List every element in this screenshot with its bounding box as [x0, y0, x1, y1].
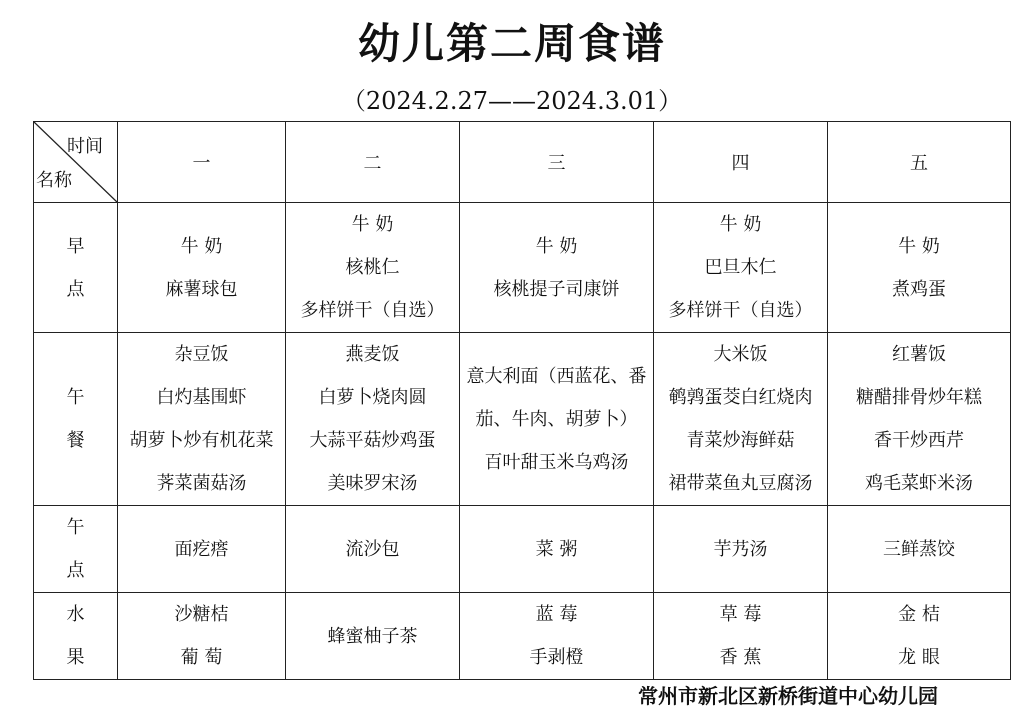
menu-cell — [828, 203, 1011, 333]
menu-cell — [654, 333, 828, 506]
row-label — [34, 203, 118, 333]
dish-item: 草 莓 — [719, 604, 762, 625]
dish-item: 手剥橙 — [529, 647, 584, 668]
day-header-4: 四 — [654, 122, 828, 203]
dish-item: 白灼基围虾 — [156, 387, 247, 408]
dish-item: 香 蕉 — [719, 647, 762, 668]
dish-item: 意大利面（西蓝花、番茄、牛肉、胡萝卜） — [466, 365, 647, 430]
menu-cell — [286, 333, 460, 506]
day-header-5: 五 — [828, 122, 1011, 203]
day-header-2: 二 — [286, 122, 460, 203]
dish-item: 蓝 莓 — [535, 604, 578, 625]
dish-item: 大蒜平菇炒鸡蛋 — [309, 430, 436, 451]
row-label-char: 午 — [66, 517, 85, 538]
row-label-char: 午 — [66, 387, 85, 408]
dish-item: 牛 奶 — [351, 214, 394, 235]
dish-item: 鸡毛菜虾米汤 — [865, 473, 973, 494]
row-label-char: 水 — [66, 604, 85, 625]
row-label — [34, 593, 118, 680]
menu-cell — [654, 506, 828, 593]
dish-item: 牛 奶 — [719, 214, 762, 235]
dish-item: 牛 奶 — [535, 235, 578, 257]
dish-item: 胡萝卜炒有机花菜 — [129, 430, 274, 451]
row-label-char: 点 — [66, 278, 85, 300]
page-title: 幼儿第二周食谱 — [357, 19, 666, 68]
dish-item: 鹌鹑蛋茭白红烧肉 — [668, 387, 813, 408]
menu-cell — [654, 593, 828, 680]
afternoon-snack-row — [34, 506, 1011, 593]
breakfast-row — [34, 203, 1011, 333]
day-header-3: 三 — [460, 122, 654, 203]
dish-item: 蜂蜜柚子茶 — [327, 625, 418, 647]
menu-cell — [460, 506, 654, 593]
menu-cell — [118, 506, 286, 593]
menu-table — [33, 121, 1011, 680]
dish-item: 煮鸡蛋 — [892, 278, 946, 300]
dish-item: 美味罗宋汤 — [327, 473, 418, 494]
dish-item: 百叶甜玉米乌鸡汤 — [484, 451, 629, 473]
menu-cell — [460, 333, 654, 506]
menu-cell — [286, 506, 460, 593]
row-label — [34, 333, 118, 506]
dish-item: 杂豆饭 — [174, 344, 229, 365]
dish-item: 糖醋排骨炒年糕 — [856, 387, 982, 408]
row-label-char: 点 — [66, 560, 85, 581]
dish-item: 巴旦木仁 — [704, 257, 777, 278]
dish-item: 多样饼干（自选） — [300, 300, 445, 321]
header-row — [34, 122, 1011, 203]
dish-item: 芋艿汤 — [713, 538, 768, 560]
menu-cell — [460, 203, 654, 333]
dish-item: 金 桔 — [898, 604, 940, 625]
dish-item: 白萝卜烧肉圆 — [318, 387, 427, 408]
date-range: （2024.2.27——2024.3.01） — [341, 87, 683, 115]
dish-item: 葡 萄 — [180, 647, 223, 668]
menu-cell — [460, 593, 654, 680]
dish-item: 香干炒西芹 — [874, 430, 964, 451]
menu-cell — [118, 333, 286, 506]
dish-item: 青菜炒海鲜菇 — [686, 430, 795, 451]
day-header-1: 一 — [118, 122, 286, 203]
dish-item: 红薯饭 — [892, 344, 946, 365]
dish-item: 流沙包 — [345, 538, 400, 560]
menu-cell — [286, 203, 460, 333]
menu-cell — [828, 506, 1011, 593]
dish-item: 裙带菜鱼丸豆腐汤 — [668, 473, 813, 494]
menu-cell — [828, 593, 1011, 680]
corner-time-label: 时间 — [67, 136, 103, 157]
menu-cell — [286, 593, 460, 680]
dish-item: 核桃仁 — [345, 257, 400, 278]
dish-item: 核桃提子司康饼 — [493, 278, 620, 300]
row-label-char: 果 — [66, 647, 85, 668]
dish-item: 菜 粥 — [535, 538, 578, 560]
row-label-char: 餐 — [66, 430, 85, 451]
dish-item: 多样饼干（自选） — [668, 300, 813, 321]
lunch-row — [34, 333, 1011, 506]
menu-cell — [118, 593, 286, 680]
row-label-char: 早 — [66, 235, 85, 257]
dish-item: 牛 奶 — [898, 235, 940, 257]
corner-cell — [34, 122, 118, 203]
menu-cell — [118, 203, 286, 333]
dish-item: 龙 眼 — [898, 647, 940, 668]
dish-item: 荠菜菌菇汤 — [156, 473, 247, 494]
kindergarten-name: 常州市新北区新桥街道中心幼儿园 — [638, 684, 938, 708]
dish-item: 三鲜蒸饺 — [883, 538, 955, 560]
dish-item: 燕麦饭 — [345, 344, 400, 365]
fruit-row — [34, 593, 1011, 680]
dish-item: 麻薯球包 — [165, 278, 238, 300]
corner-name-label: 名称 — [36, 170, 72, 191]
row-label — [34, 506, 118, 593]
menu-cell — [828, 333, 1011, 506]
dish-item: 牛 奶 — [180, 235, 223, 257]
menu-cell — [654, 203, 828, 333]
dish-item: 面疙瘩 — [174, 538, 229, 560]
dish-item: 大米饭 — [713, 344, 768, 365]
dish-item: 沙糖桔 — [174, 604, 229, 625]
